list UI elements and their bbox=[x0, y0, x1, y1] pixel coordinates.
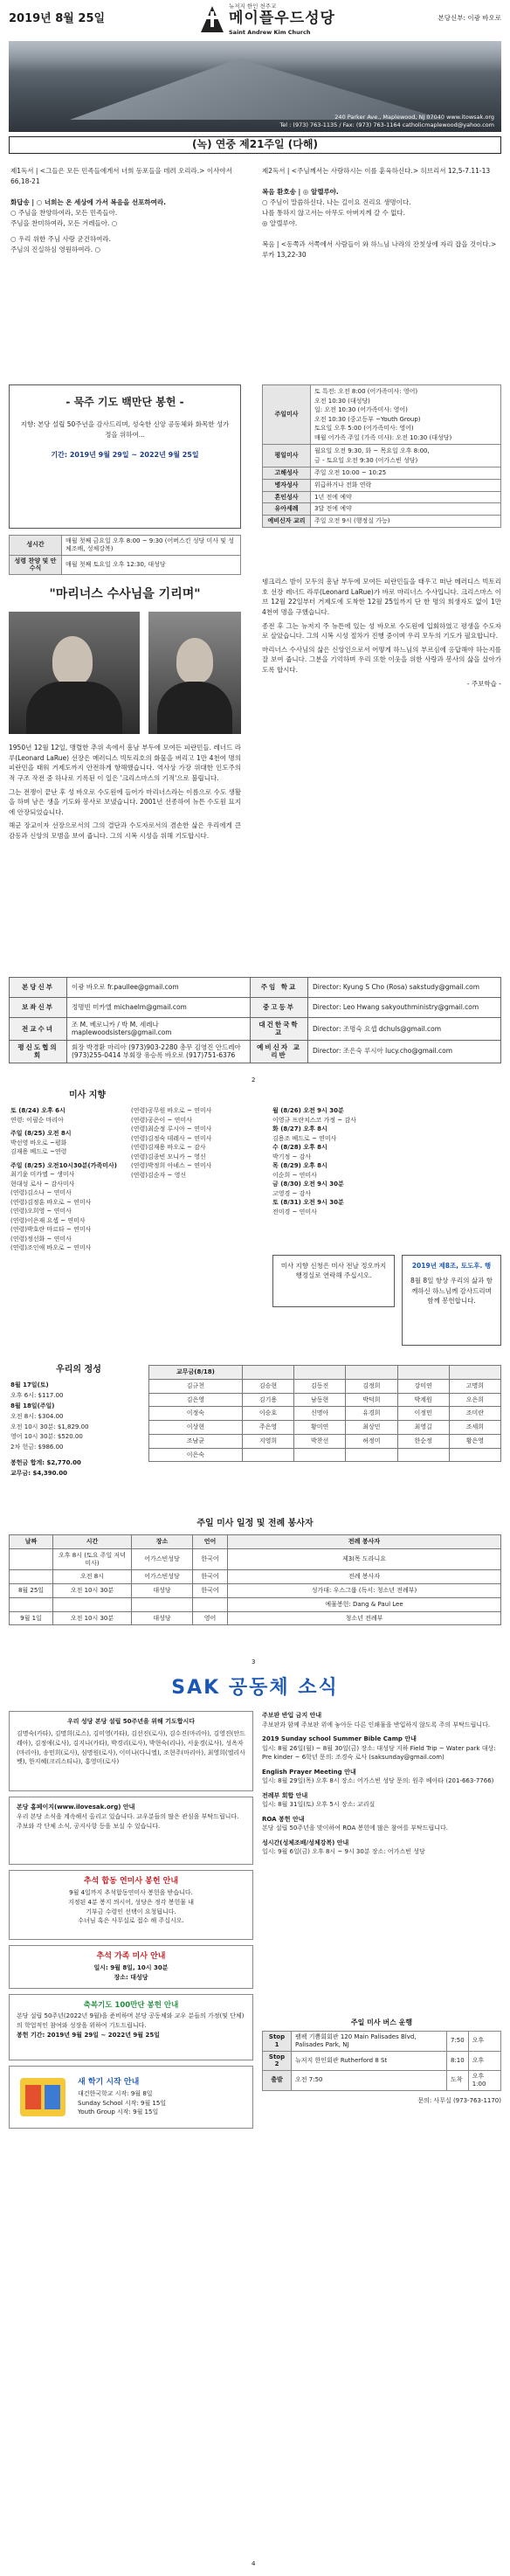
gospel-reference: 복음 | <동쪽과 서쪽에서 사람들이 와 하느님 나라의 잔칫상에 자리 잡을 것이다.> 루카 13,22-30 bbox=[262, 240, 497, 259]
news-text: 일시: 8월 26일(월) ~ 8월 30일(금) 장소: 대성당 지하 Field Trip ~ Water park 대상: Pre kinder ~ 6학년 문의: 조경숙 로사 (saksunday@gmail.com) bbox=[262, 1744, 496, 1761]
donor-cell: 이정민 bbox=[397, 1407, 449, 1421]
bus-cell: 8:10 bbox=[446, 2051, 468, 2071]
offering-total: 교무금: $4,390.00 bbox=[10, 1470, 67, 1478]
bus-cell: Stop 2 bbox=[263, 2051, 292, 2071]
prayer-list-title: 우리 성당 본당 설립 50주년을 위해 기도합시다 bbox=[66, 1718, 196, 1725]
news-heading: ROA 봉헌 안내 bbox=[262, 1815, 305, 1823]
donor-cell: 신명아 bbox=[294, 1407, 346, 1421]
retreat-line: 8월 8일 항상 우리의 삶과 함께하신 하느님께 감사드리며 함께 봉헌합니다. bbox=[410, 1277, 493, 1305]
school-box bbox=[9, 2066, 253, 2129]
memorial-line: 지정된 4분 봉지 씌시어, 성당은 정각 봉헌물 내 bbox=[68, 1898, 194, 1906]
intention-item: 이순희 ~ 연미사 bbox=[272, 1171, 317, 1179]
mass-times-key: 혼인성사 bbox=[263, 491, 311, 503]
schedule-cell: 오후 8시 (토요 주일 저녁미사) bbox=[53, 1548, 132, 1570]
schedule-cell bbox=[193, 1597, 228, 1611]
prayer-list-box bbox=[9, 1711, 253, 1791]
second-reading: 제2독서 | <주님께서는 사랑하시는 이를 훈육하신다.> 히브리서 12,5-7.11-13 bbox=[262, 167, 491, 175]
schedule-cell bbox=[10, 1570, 53, 1584]
donor-cell: 한순정 bbox=[397, 1434, 449, 1448]
anniversary-text: 본당 설립 50주년(2022년 9월)을 준비하며 본당 공동체와 교우 분들의 가정(및 단체)의 학업적인 참여와 성장을 위하여 기도드립니다. bbox=[17, 2012, 245, 2030]
donor-cell: 이은숙 bbox=[149, 1448, 243, 1462]
news-text: 일시: 9월 6일(금) 오후 8시 ~ 9시 30분 장소: 어가스빈 성당 bbox=[262, 1848, 425, 1855]
mass-times-key: 평일미사 bbox=[263, 445, 311, 467]
ministry-key: 본당신부 bbox=[10, 978, 67, 998]
retreat-box bbox=[402, 1255, 501, 1346]
bus-cell: 팰팩 기쁨회회관 120 Main Palisades Blvd, Palisades Park, NJ bbox=[292, 2032, 447, 2052]
news-text: 일시: 8월 29일(목) 오후 8시 장소: 어가스빈 성당 문의: 원주 베아타 (201-663-7766) bbox=[262, 1777, 494, 1784]
donor-cell: 지영희 bbox=[242, 1434, 293, 1448]
news-heading: 주보판 반입 금지 안내 bbox=[262, 1712, 322, 1719]
intention-item: 고영경 ~ 감사 bbox=[272, 1189, 312, 1197]
schedule-header: 전례 봉사자 bbox=[228, 1535, 501, 1549]
back-to-school-icon bbox=[17, 2073, 69, 2122]
offering-total: 봉헌금 합계: $2,770.00 bbox=[10, 1459, 81, 1467]
intention-item: (연령)조인애 바오로 ~ 연미사 bbox=[10, 1244, 92, 1251]
address-line-2: Tel : (973) 763-1135 / Fax: (973) 763-1164 catholicmaplewood@yahoo.com bbox=[279, 121, 494, 128]
schedule-header: 장소 bbox=[132, 1535, 193, 1549]
intention-item: (연령)김종빈 모니카 ~ 영신 bbox=[131, 1153, 206, 1160]
intention-heading: 화 (8/27) 오후 8시 bbox=[272, 1125, 327, 1132]
ministry-value: Director: Kyung S Cho (Rosa) sakstudy@gmail.com bbox=[308, 978, 501, 998]
mass-times-key: 주일미사 bbox=[263, 385, 311, 445]
donor-cell: 유경희 bbox=[346, 1407, 397, 1421]
bus-contact: 문의: 사무실 (973-763-1170) bbox=[417, 2097, 501, 2104]
donor-cell: 주은영 bbox=[242, 1421, 293, 1435]
devotion-value: 매월 첫째 토요일 오후 12:30, 대성당 bbox=[62, 555, 241, 575]
article-right bbox=[262, 577, 501, 692]
intention-item: (연령)최순정 루시아 ~ 연미사 bbox=[131, 1125, 212, 1132]
school-line: Sunday School 시작: 9월 15일 bbox=[78, 2099, 167, 2107]
donor-cell: 허정미 bbox=[346, 1434, 397, 1448]
pastor-name: 본당신부: 이광 바오로 bbox=[438, 14, 501, 22]
devotion-table bbox=[9, 535, 241, 575]
intention-item: 김재용 베드로 ~연령 bbox=[10, 1148, 67, 1155]
homepage-title: 본당 홈페이지(www.ilovesak.org) 안내 bbox=[17, 1804, 135, 1811]
donor-cell: 박계원 bbox=[397, 1393, 449, 1407]
mass-time-line: 토요일 오후 5:00 (어가족미사: 영어) bbox=[314, 425, 414, 432]
donor-cell: 남동현 bbox=[294, 1393, 346, 1407]
sak-title-text: 공동체 소식 bbox=[220, 1677, 339, 1699]
readings-right bbox=[262, 166, 500, 271]
bus-cell: 오전 7:50 bbox=[292, 2071, 447, 2091]
donor-cell: 황은영 bbox=[449, 1434, 500, 1448]
donor-grid bbox=[148, 1365, 501, 1462]
bus-cell: 오후 bbox=[468, 2032, 500, 2052]
mass-times-key: 고해성사 bbox=[263, 467, 311, 480]
liturgy-title: (녹) 연중 제21주일 (다해) bbox=[9, 136, 501, 154]
mass-times-key: 병자성사 bbox=[263, 479, 311, 491]
donor-cell: 김규천 bbox=[149, 1379, 243, 1393]
donor-grid-header: 교무금(8/18) bbox=[149, 1366, 243, 1380]
schedule-cell bbox=[10, 1548, 53, 1570]
intention-heading: 주일 (8/25) 오전 8시 bbox=[10, 1130, 72, 1137]
homepage-box bbox=[9, 1797, 253, 1865]
schedule-cell bbox=[132, 1597, 193, 1611]
schedule-cell bbox=[53, 1597, 132, 1611]
intentions-title: 미사 지향 bbox=[68, 1091, 107, 1100]
bus-cell: 오후 1:00 bbox=[468, 2071, 500, 2091]
memorial-box bbox=[9, 1870, 253, 1940]
chuseok-title: 추석 가족 미사 안내 bbox=[96, 1952, 166, 1961]
donor-cell: 김기용 bbox=[242, 1393, 293, 1407]
donor-cell: 오은희 bbox=[449, 1393, 500, 1407]
schedule-cell: 예물봉헌: Dang & Paul Lee bbox=[228, 1597, 501, 1611]
rosary-prayer-box bbox=[9, 384, 241, 529]
schedule-table bbox=[9, 1534, 501, 1625]
psalm-title: 화답송 | ○ 너희는 온 세상에 가서 복음을 선포하여라. bbox=[10, 198, 166, 206]
memorial-line: 수녀님 혹은 사무실로 접수 해 주십시오. bbox=[78, 1917, 184, 1925]
schedule-cell: 한국어 bbox=[193, 1570, 228, 1584]
news-heading: English Prayer Meeting 안내 bbox=[262, 1768, 356, 1776]
gospel-line: ○ 주님이 말씀하신다. 나는 길이요 진리요 생명이다. bbox=[262, 198, 411, 206]
intention-item: (연령)김정숙 데레사 ~ 연미사 bbox=[131, 1134, 212, 1142]
intention-item: (연령)김재용 바오로 ~ 감사 bbox=[131, 1144, 206, 1151]
ministry-value: 조 M. 베로니카 / 박 M. 세레나 maplewoodsisters@gmail.com bbox=[67, 1018, 251, 1041]
bus-cell: 오후 bbox=[468, 2051, 500, 2071]
sak-right-column bbox=[262, 1711, 501, 1857]
school-line: 대건한국학교 시작: 9월 8일 bbox=[78, 2089, 153, 2097]
intention-item: 이영규 프란치스코 가정 ~ 감사 bbox=[272, 1116, 356, 1124]
offering-heading: 8월 17일(토) bbox=[10, 1381, 49, 1388]
schedule-cell: 대성당 bbox=[132, 1584, 193, 1598]
sak-news-title bbox=[0, 1676, 510, 1700]
captain-photo bbox=[9, 612, 140, 734]
intention-heading: 금 (8/30) 오전 9시 30분 bbox=[272, 1181, 344, 1188]
intention-item: 현대성 로사 ~ 감사미사 bbox=[10, 1180, 75, 1188]
schedule-cell: 한국어 bbox=[193, 1548, 228, 1570]
schedule-header: 날짜 bbox=[10, 1535, 53, 1549]
ministry-key: 예비신자 교리반 bbox=[251, 1040, 308, 1063]
devotion-key: 성령 찬양 및 안수식 bbox=[10, 555, 62, 575]
mass-times-value: 주일 오전 9시 (행정실 가능) bbox=[311, 516, 501, 528]
mass-time-line: 일: 오전 10:30 (어가족미사: 영어) bbox=[314, 406, 408, 413]
schedule-cell: 전례 봉사자 bbox=[228, 1570, 501, 1584]
intention-heading: 주일 (8/25) 오전10시30분(가족미사) bbox=[10, 1161, 117, 1169]
intention-notice: 미사 지향 신청은 미사 전날 정오까지 행정실로 연락해 주십시오. bbox=[272, 1255, 395, 1307]
bus-cell: 뉴저지 한인회관 Rutherford 8 St bbox=[292, 2051, 447, 2071]
mass-time-line: 매월 어가족 주일 (가족 미사): 오전 10:30 (대성당) bbox=[314, 433, 452, 441]
donor-cell: 황미연 bbox=[294, 1421, 346, 1435]
donor-cell: 박찬선 bbox=[294, 1434, 346, 1448]
sak-title-brand: SAK bbox=[171, 1677, 221, 1699]
mass-times-table bbox=[262, 384, 501, 528]
intention-heading: 목 (8/29) 오후 8시 bbox=[272, 1162, 327, 1169]
school-line: Youth Group 시작: 9월 15일 bbox=[78, 2109, 159, 2116]
intention-item: (연령)김순자 ~ 영신 bbox=[131, 1171, 187, 1179]
mass-time-line: 금 - 토요일 오전 9:30 (어가스빈 성당) bbox=[314, 456, 418, 464]
prayer-list-text: 김명숙(카타), 김명희(로스), 김미영(카타), 김선진(로사), 김수진(마리아), 김영진(안드레아), 김정애(로사), 김지나(카타), 박경리(로사), 박현숙(리나), 서윤경(로사), 성옥자(마리아), 송민희(로사), 심명원(로사), 이미나(다니엘), 조현주(마리아), 최영희(엘리사벳), 한지혜(크리스티나), 홍영미(로사) bbox=[17, 1729, 245, 1766]
schedule-cell: 8월 25일 bbox=[10, 1584, 53, 1598]
intention-item: (연령)김정훈 바오로 ~ 연미사 bbox=[10, 1198, 92, 1206]
ministry-key: 중고등부 bbox=[251, 998, 308, 1018]
devotion-value: 매월 첫째 금요일 오후 8:00 ~ 9:30 (어버스킨 성당 미사 및 성체조배, 성체강복) bbox=[62, 536, 241, 556]
donor-cell: 박덕희 bbox=[346, 1393, 397, 1407]
intention-item: (연령)오희영 ~ 연미사 bbox=[10, 1208, 72, 1215]
psalm bbox=[10, 197, 246, 255]
memorial-line: 기부금 수령인 선택이 요청됩니다. bbox=[86, 1908, 176, 1915]
donor-cell: 이승호 bbox=[242, 1407, 293, 1421]
news-text: 일시: 8월 31일(토) 오후 5시 장소: 교리실 bbox=[262, 1801, 376, 1808]
bus-cell: 도착 bbox=[446, 2071, 468, 2091]
gospel-acclamation bbox=[262, 187, 500, 229]
intentions-col-1 bbox=[10, 1106, 126, 1253]
chuseok-line: 일시: 9월 8일, 10시 30분 bbox=[93, 1963, 169, 1971]
ministry-key: 평신도협의회 bbox=[10, 1040, 67, 1063]
intention-item: (연령)박정희 아녜스 ~ 연미사 bbox=[131, 1162, 212, 1169]
ministry-key: 보좌신부 bbox=[10, 998, 67, 1018]
schedule-cell: 영어 bbox=[193, 1611, 228, 1625]
ministry-value: Director: 조은숙 루시아 lucy.cho@gmail.com bbox=[308, 1040, 501, 1063]
psalm-line: ○ 우리 위한 주님 사랑 굳건하여라. bbox=[10, 235, 112, 243]
article-paragraph: 마리너스 수사님의 삶은 신앙인으로서 어떻게 하느님의 부르심에 응답해야 하는지를 잘 보여 줍니다. 그분을 기억하며 우리 또한 이웃을 위한 사랑과 봉사의 삶을 살아가도록 합시다. bbox=[262, 645, 501, 674]
memorial-title: 추석 합동 연미사 봉헌 안내 bbox=[83, 1877, 179, 1886]
page-number: 4 bbox=[252, 2560, 256, 2567]
offering-line: 오후 6시: $117.00 bbox=[10, 1391, 64, 1399]
ministry-value: Director: Leo Hwang sakyouthministry@gmail.com bbox=[308, 998, 501, 1018]
donor-cell: 김은영 bbox=[149, 1393, 243, 1407]
intention-item: (연령)박호란 마르타 ~ 연미사 bbox=[10, 1226, 92, 1233]
ministry-value: 회장 박경환 마리아 (973)903-2280 총무 김영진 안드레아 (973)255-0414 부회장 유승록 바오로 (917)751-6376 bbox=[67, 1040, 251, 1063]
donor-cell: 김승현 bbox=[242, 1379, 293, 1393]
schedule-header: 언어 bbox=[193, 1535, 228, 1549]
header bbox=[0, 0, 510, 39]
anniversary-box bbox=[9, 1994, 253, 2060]
intention-item: 박기정 ~ 감사 bbox=[272, 1153, 312, 1160]
ministry-key: 주임 학교 bbox=[251, 978, 308, 998]
ministry-value: 이광 바오로 fr.paullee@gmail.com bbox=[67, 978, 251, 998]
bus-cell: Stop 1 bbox=[263, 2032, 292, 2052]
donor-cell: 조남균 bbox=[149, 1434, 243, 1448]
schedule-cell: 제3(목 도라니요 bbox=[228, 1548, 501, 1570]
page-number: 3 bbox=[252, 1658, 256, 1665]
anniversary-period: 봉헌 기간: 2019년 9월 29일 ~ 2022년 9월 25일 bbox=[17, 2031, 160, 2039]
intention-item: 김용조 베드로 ~ 연미사 bbox=[272, 1134, 337, 1142]
gospel-title: 복음 환호송 | ◎ 알렐루야. bbox=[262, 188, 339, 196]
bulletin-date: 2019년 8월 25일 bbox=[9, 12, 106, 25]
schedule-cell: 오전 8시 bbox=[53, 1570, 132, 1584]
schedule-header: 시간 bbox=[53, 1535, 132, 1549]
mass-time-line: 오전 10:30 (중고등부 ~Youth Group) bbox=[314, 415, 421, 423]
intention-item: (연령)공은이 ~ 연미사 bbox=[131, 1116, 192, 1124]
mass-time-line: 토 특전: 오전 8:00 (어가족미사: 영어) bbox=[314, 388, 418, 395]
chuseok-line: 장소: 대성당 bbox=[114, 1973, 148, 1981]
schedule-cell: 오전 10시 30분 bbox=[53, 1611, 132, 1625]
ministry-value: 정명빈 미카엘 michaelm@gmail.com bbox=[67, 998, 251, 1018]
intention-item: (연령)이은재 요셉 ~ 연미사 bbox=[10, 1216, 86, 1224]
offering-line: 오전 8시: $304.00 bbox=[10, 1412, 64, 1420]
article-paragraph: 해군 장교이자 선장으로서의 그의 결단과 수도자로서의 겸손한 삶은 우리에게 큰 감동과 신앙의 모범을 보여 줍니다. 그의 시복 시성을 위해 기도합시다. bbox=[9, 821, 241, 840]
article-byline: - 주보학습 - bbox=[466, 679, 501, 688]
logo-sub: 뉴저지 한인 천주교 bbox=[229, 3, 277, 10]
intention-item: (연령)김소나 ~ 연미사 bbox=[10, 1189, 72, 1196]
schedule-cell: 대성당 bbox=[132, 1611, 193, 1625]
bus-cell: 7:50 bbox=[446, 2032, 468, 2052]
offering-title: 우리의 정성 bbox=[56, 1365, 101, 1375]
mass-times-key: 예비신자 교리 bbox=[263, 516, 311, 528]
article-paragraph: 뎅크리스 밤이 모두의 흥남 부두에 모여든 피란민들을 태우고 떠난 메러디스 빅토리호 선장 레너드 라루(Leonard LaRue)가 바로 마리너스 수사입니다. 크리스마스 이브 12월 22일부터 거제도에 도착한 12월 25일까지 단 한 명의 희생자도 없이 1만 4천여 명을 구했습니다. bbox=[262, 578, 501, 616]
offering-line: 영어 10시 30분: $520.00 bbox=[10, 1433, 83, 1441]
donor-cell: 강미연 bbox=[397, 1379, 449, 1393]
church-logo-icon bbox=[199, 4, 225, 34]
intention-item: 연령: 이필순 마리아 bbox=[10, 1116, 64, 1124]
bus-title: 주일 미사 버스 운행 bbox=[350, 2019, 413, 2026]
donor-cell: 최상민 bbox=[346, 1421, 397, 1435]
retreat-title: 2019년 제8조, 토도후. 행 bbox=[411, 1262, 492, 1270]
donor-cell: 이상현 bbox=[149, 1421, 243, 1435]
intention-heading: 월 (8/26) 오전 9시 30분 bbox=[272, 1107, 344, 1114]
schedule-cell bbox=[10, 1597, 53, 1611]
schedule-cell: 청소년 전례부 bbox=[228, 1611, 501, 1625]
mass-times-value: 위급하거나 전화 연락 bbox=[311, 479, 501, 491]
mass-times-key: 유아세례 bbox=[263, 503, 311, 516]
offering-line: 2차 헌금: $986.00 bbox=[10, 1444, 64, 1451]
donor-cell: 김정희 bbox=[346, 1379, 397, 1393]
schedule-title: 주일 미사 일정 및 전례 봉사자 bbox=[196, 1519, 314, 1528]
donor-cell: 고명희 bbox=[449, 1379, 500, 1393]
bus-cell: 출발 bbox=[263, 2071, 292, 2091]
schedule-cell: 한국어 bbox=[193, 1584, 228, 1598]
chuseok-box bbox=[9, 1945, 253, 1989]
gospel-line: ◎ 알렐루야. bbox=[262, 219, 298, 227]
news-heading: 2019 Sunday school Summer Bible Camp 안내 bbox=[262, 1735, 417, 1742]
ministry-key: 전교수녀 bbox=[10, 1018, 67, 1041]
donor-cell: 김동진 bbox=[294, 1379, 346, 1393]
psalm-line: ○ 주님을 찬양하여라, 모든 민족들아. bbox=[10, 209, 118, 217]
offering-list bbox=[10, 1381, 141, 1479]
donor-cell: 이정숙 bbox=[149, 1407, 243, 1421]
news-heading: 전례부 회합 안내 bbox=[262, 1791, 308, 1799]
donor-cell: 최영길 bbox=[397, 1421, 449, 1435]
donor-cell: 조미란 bbox=[449, 1407, 500, 1421]
intention-heading: 토 (8/31) 오전 9시 30분 bbox=[272, 1199, 344, 1206]
rosary-intention: 지향: 본당 설립 50주년을 감사드리며, 성숙한 신앙 공동체와 화목한 성가정을 위하여... bbox=[20, 420, 230, 439]
address-line-1: 240 Parker Ave., Maplewood, NJ 07040 www.itowsak.org bbox=[334, 114, 494, 121]
intention-item: (연령)공무원 바오로 ~ 연미사 bbox=[131, 1107, 212, 1114]
schedule-cell: 어가스빈성당 bbox=[132, 1548, 193, 1570]
article-left bbox=[9, 743, 241, 845]
psalm-line: 주님을 찬미하여라, 모든 겨레들아. ○ bbox=[10, 219, 118, 227]
readings-left bbox=[10, 166, 246, 266]
logo-en: Saint Andrew Kim Church bbox=[229, 28, 311, 36]
anniversary-title: 축복기도 100만단 봉헌 안내 bbox=[83, 2001, 179, 2010]
bus-table bbox=[262, 2031, 501, 2091]
offering-heading: 8월 18일(주일) bbox=[10, 1402, 55, 1409]
intention-item: 박선영 바오로 ~평화 bbox=[10, 1139, 67, 1146]
devotion-key: 성시간 bbox=[10, 536, 62, 556]
intention-heading: 수 (8/28) 오후 8시 bbox=[272, 1144, 327, 1151]
news-text: 주보판과 함께 주보판 위에 놓아둔 다른 인쇄물을 반입하지 않도록 주의 부탁드립니다. bbox=[262, 1721, 491, 1728]
offering-line: 오전 10시 30분: $1,829.00 bbox=[10, 1423, 89, 1430]
mass-times-value: 1년 전에 예약 bbox=[311, 491, 501, 503]
gospel-line: 나를 통하지 않고서는 아무도 아버지께 갈 수 없다. bbox=[262, 209, 405, 217]
article-paragraph: 1950년 12월 12일, 맹렬한 추위 속에서 흥남 부두에 모여든 피란민들. 레너드 라루(Leonard LaRue) 선장은 메러디스 빅토리호의 화물을 버리고 1만 4천여 명의 피란민을 태워 거제도까지 안전하게 항해했습니다. 역사상 가장 위대한 인도주의적 구조 작전 중 하나로 기록된 이 일은 '크리스마스의 기적'으로 불립니다. bbox=[9, 744, 241, 782]
article-paragraph: 그는 전쟁이 끝난 후 성 바오로 수도원에 들어가 마리너스라는 이름으로 수도 생활을 하며 남은 생을 기도와 봉사로 보냈습니다. 2001년 선종하여 뉴튼 수도원 묘지에 안장되었습니다. bbox=[9, 787, 241, 816]
intentions-col-3 bbox=[272, 1106, 501, 1216]
ministry-table bbox=[9, 977, 501, 1063]
ministry-value: Director: 조명숙 요셉 dchuls@gmail.com bbox=[308, 1018, 501, 1041]
first-reading: 제1독서 | <그들은 모든 민족들에게서 너희 동포들을 데려 오리라.> 이사야서 66,18-21 bbox=[10, 167, 232, 185]
memorial-line: 9월 4일까지 추석합동연미사 봉헌을 받습니다. bbox=[69, 1888, 193, 1896]
intention-item: 전미경 ~ 연미사 bbox=[272, 1208, 317, 1215]
school-title: 새 학기 시작 안내 bbox=[78, 2077, 140, 2087]
ministry-key: 대건한국학교 bbox=[251, 1018, 308, 1041]
church-logo bbox=[199, 2, 361, 37]
mass-times-value: 주일 오전 10:00 ~ 10:25 bbox=[311, 467, 501, 480]
intention-heading: 토 (8/24) 오후 6시 bbox=[10, 1107, 65, 1114]
intention-item: (연령)정선화 ~ 연미사 bbox=[10, 1235, 72, 1243]
rosary-period: 기간: 2019년 9월 29일 ~ 2022년 9월 25일 bbox=[51, 451, 199, 459]
logo-main: 메이플우드성당 bbox=[229, 10, 335, 28]
schedule-cell: 오전 10시 30분 bbox=[53, 1584, 132, 1598]
intention-item: 최기윤 미카엘 ~ 생미사 bbox=[10, 1171, 75, 1178]
news-text: 본당 설립 50주년을 맞이하여 ROA 봉헌에 많은 참여를 부탁드립니다. bbox=[262, 1825, 449, 1832]
monk-photo bbox=[148, 612, 241, 734]
news-heading: 성시간(성체조배/성체강복) 안내 bbox=[262, 1839, 349, 1846]
intentions-col-2 bbox=[131, 1106, 262, 1180]
page-number: 2 bbox=[252, 1077, 256, 1084]
article-title: "마리너스 수사님을 기리며" bbox=[49, 587, 201, 601]
homepage-text: 우리 본당 소식을 계속해서 올리고 있습니다. 교우분들의 많은 관심을 부탁드립니다. 주보와 각 단체 소식, 공지사항 등을 보실 수 있습니다. bbox=[17, 1812, 239, 1830]
mass-times-value: 3달 전에 예약 bbox=[311, 503, 501, 516]
mass-time-line: 월요일 오전 9:30, 화 ~ 목요일 오후 8:00, bbox=[314, 447, 430, 454]
mass-time-line: 오전 10:30 (대성당) bbox=[314, 397, 370, 405]
schedule-cell: 9월 1일 bbox=[10, 1611, 53, 1625]
rosary-title: - 묵주 기도 백만단 봉헌 - bbox=[65, 396, 184, 408]
church-photo-banner bbox=[9, 41, 501, 132]
donor-cell: 조세희 bbox=[449, 1421, 500, 1435]
schedule-cell: 성가대: 우스그룹 (독서: 청소년 전례부) bbox=[228, 1584, 501, 1598]
psalm-line: 주님의 진실하심 영원하여라. ○ bbox=[10, 246, 101, 253]
schedule-cell: 어가스빈성당 bbox=[132, 1570, 193, 1584]
article-paragraph: 종전 후 그는 뉴저지 주 뉴튼에 있는 성 바오로 수도원에 입회하였고 평생을 수도자로 살았습니다. 그의 시복 시성 절차가 진행 중이며 우리 모두의 기도가 필요합니다. bbox=[262, 621, 501, 641]
